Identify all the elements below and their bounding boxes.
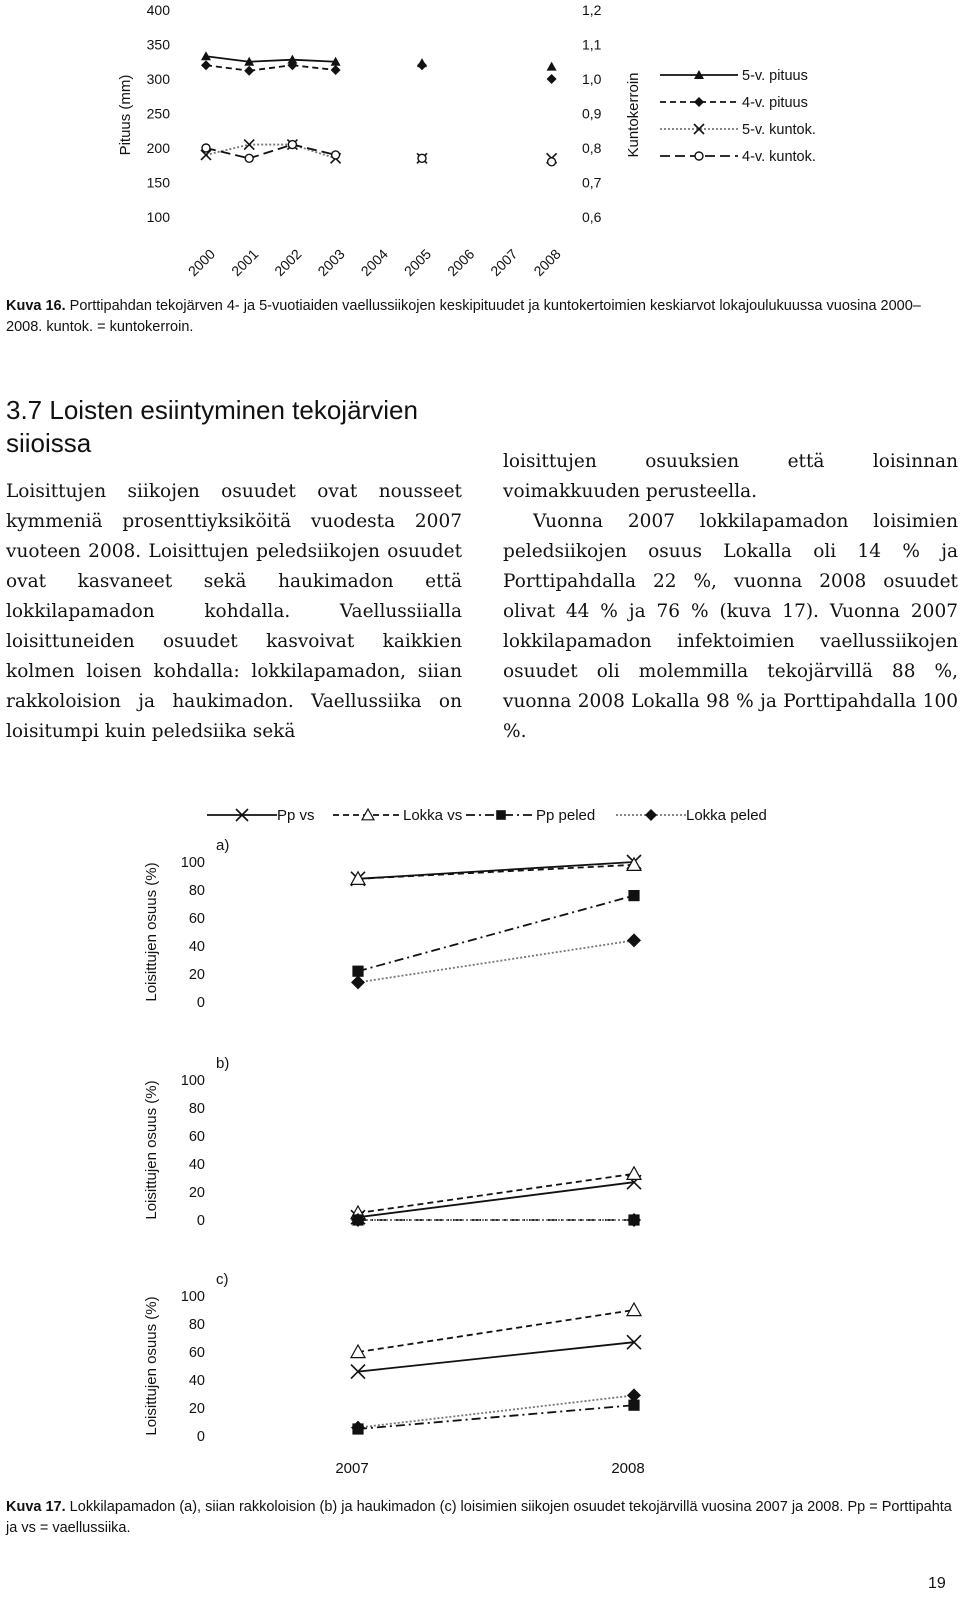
marker-circle	[202, 144, 210, 152]
x-tick-label: 2007	[335, 1460, 369, 1477]
paragraph: Loisittujen siikojen osuudet ovat nousseet kymmeniä prosenttiyksiköitä vuodesta 2007 vuoteen 2008. Loisittujen peledsiikojen osuudet ovat kasvaneet sekä haukimadon että lokkilapamadon kohdalla. Vaellussiialla loisittuneiden osuudet kasvoivat kaikkien kolmen loisen kohdalla: lokkilapamadon, siian rakkoloision ja haukimadon. Vaellussiika on loisitumpi kuin peledsiika sekä	[6, 481, 462, 742]
legend-label: Lokka peled	[686, 807, 767, 824]
legend-label: 5-v. kuntok.	[742, 122, 816, 138]
y-tick-label: 80	[188, 883, 205, 899]
marker-triangle-open	[627, 1303, 641, 1316]
figure-16-caption	[6, 296, 952, 338]
x-tick-label: 2008	[530, 245, 564, 280]
y-tick-label: 80	[188, 1101, 205, 1117]
series-line	[292, 65, 335, 70]
marker-diamond	[547, 74, 557, 84]
marker-circle	[548, 158, 556, 166]
series-line	[206, 65, 249, 71]
series-line	[358, 940, 634, 982]
marker-diamond	[417, 60, 427, 70]
y-right-tick-label: 1,0	[582, 71, 602, 87]
marker-circle	[695, 152, 703, 160]
legend-label: Lokka vs	[403, 807, 463, 824]
figure-17-caption-label: Kuva 17.	[6, 1499, 66, 1515]
paragraph: Vuonna 2007 lokkilapamadon loisimien peledsiikojen osuus Lokalla oli 14 % ja Porttipahdalla 22 %, vuonna 2008 osuudet olivat 44 % ja 76 % (kuva 17). Vuonna 2007 lokkilapamadon infektoimien vaellussiikojen osuudet oli molemmilla tekojärvillä 88 %, vuonna 2008 Lokalla 98 % ja Porttipahdalla 100 %.	[503, 511, 958, 742]
marker-circle	[245, 154, 253, 162]
legend-label: 5-v. pituus	[742, 68, 808, 84]
marker-circle	[332, 151, 340, 159]
y-right-tick-label: 0,7	[582, 174, 602, 191]
panel-label: b)	[216, 1055, 230, 1072]
figure-17-chart	[0, 790, 960, 1480]
x-tick-label: 2002	[271, 245, 305, 280]
paragraph: loisittujen osuuksien että loisinnan voimakkuuden perusteella.	[503, 451, 958, 502]
series-line	[358, 1405, 634, 1429]
series-line	[249, 60, 292, 62]
legend-label: 4-v. kuntok.	[742, 149, 816, 165]
legend-label: 4-v. pituus	[742, 95, 808, 111]
series-line	[358, 1395, 634, 1427]
figure-16-caption-text: Porttipahdan tekojärven 4- ja 5-vuotiaiden vaellussiikojen keskipituudet ja kuntokertoimien keskiarvot lokajoulukuussa vuosina 2000–2008. kuntok. = kuntokerroin.	[6, 298, 921, 335]
y-left-tick-label: 250	[146, 105, 170, 122]
y-tick-label: 60	[188, 1129, 205, 1145]
series-line	[206, 148, 249, 158]
series-line	[358, 1174, 634, 1213]
figure-16-caption-label: Kuva 16.	[6, 298, 66, 314]
figure-17-caption-text: Lokkilapamadon (a), siian rakkoloision (b) ja haukimadon (c) loisimien siikojen osuudet tekojärvillä vuosina 2007 ja 2008. Pp = Porttipahta ja vs = vaellussiika.	[6, 1499, 952, 1536]
y-left-tick-label: 300	[146, 71, 170, 87]
y-tick-label: 0	[196, 1213, 205, 1229]
y-tick-label: 20	[188, 1401, 205, 1417]
y-tick-label: 60	[188, 1345, 205, 1361]
series-line	[292, 145, 335, 155]
y-tick-label: 40	[188, 939, 205, 955]
panel-label: c)	[216, 1271, 229, 1288]
panel-label: a)	[216, 837, 230, 854]
legend-label: Pp vs	[277, 807, 315, 824]
series-line	[358, 1310, 634, 1352]
y-tick-label: 40	[188, 1157, 205, 1173]
x-tick-label: 2001	[228, 245, 262, 280]
section-heading: 3.7 Loisten esiintyminen tekojärvien siioissa	[6, 395, 418, 458]
figure-16-chart	[0, 0, 960, 290]
marker-diamond	[645, 809, 657, 821]
marker-diamond	[201, 60, 211, 70]
marker-diamond	[351, 975, 365, 989]
y-tick-label: 20	[188, 1185, 205, 1201]
y-tick-label: 40	[188, 1373, 205, 1389]
y-tick-label: 60	[188, 911, 205, 927]
series-line	[358, 896, 634, 972]
y-tick-label: 0	[196, 1429, 205, 1445]
legend-label: Pp peled	[536, 807, 596, 824]
y-tick-label: 100	[180, 1289, 205, 1305]
series-line	[249, 145, 292, 159]
series-line	[358, 1182, 634, 1217]
marker-diamond	[627, 933, 641, 947]
marker-diamond	[694, 97, 704, 107]
y-axis-label: Loisittujen osuus (%)	[143, 862, 160, 1002]
x-tick-label: 2003	[314, 245, 348, 280]
marker-triangle-open	[627, 1167, 641, 1180]
y-left-tick-label: 100	[146, 209, 170, 225]
text-column-left	[6, 477, 462, 747]
x-tick-label: 2000	[184, 245, 219, 280]
y-right-tick-label: 1,1	[582, 36, 602, 53]
marker-diamond	[244, 66, 254, 76]
marker-square	[628, 890, 639, 901]
marker-diamond	[331, 65, 341, 75]
marker-square	[496, 810, 506, 820]
y-tick-label: 80	[188, 1317, 205, 1333]
y-right-tick-label: 0,9	[582, 105, 602, 122]
x-tick-label: 2007	[487, 245, 521, 280]
y-tick-label: 100	[180, 855, 205, 871]
y-right-tick-label: 0,8	[582, 140, 602, 156]
y-left-tick-label: 350	[146, 36, 170, 53]
marker-circle	[418, 154, 426, 162]
marker-triangle	[547, 62, 557, 71]
y-left-tick-label: 400	[146, 2, 170, 18]
x-tick-label: 2004	[357, 245, 391, 280]
y-tick-label: 20	[188, 967, 205, 983]
marker-circle	[288, 141, 296, 149]
series-line	[358, 865, 634, 879]
series-line	[249, 65, 292, 71]
x-tick-label: 2006	[444, 245, 478, 280]
y-left-tick-label: 200	[146, 140, 170, 156]
y-right-axis-label: Kuntokerroin	[625, 72, 642, 158]
marker-x	[694, 124, 704, 134]
y-left-axis-label: Pituus (mm)	[117, 74, 134, 156]
figure-17-caption	[6, 1497, 952, 1539]
y-axis-label: Loisittujen osuus (%)	[143, 1296, 160, 1436]
marker-square	[352, 966, 363, 977]
marker-triangle	[201, 51, 211, 60]
y-tick-label: 100	[180, 1073, 205, 1089]
y-right-tick-label: 1,2	[582, 2, 602, 18]
x-tick-label: 2005	[400, 245, 435, 280]
y-left-tick-label: 150	[146, 174, 170, 191]
series-line	[206, 56, 249, 62]
marker-triangle-open	[627, 858, 641, 871]
y-axis-label: Loisittujen osuus (%)	[143, 1080, 160, 1220]
y-right-tick-label: 0,6	[582, 209, 602, 225]
x-tick-label: 2008	[611, 1460, 645, 1477]
page-number: 19	[928, 1575, 946, 1592]
y-tick-label: 0	[196, 995, 205, 1011]
series-line	[292, 60, 335, 62]
text-column-right	[503, 447, 958, 747]
